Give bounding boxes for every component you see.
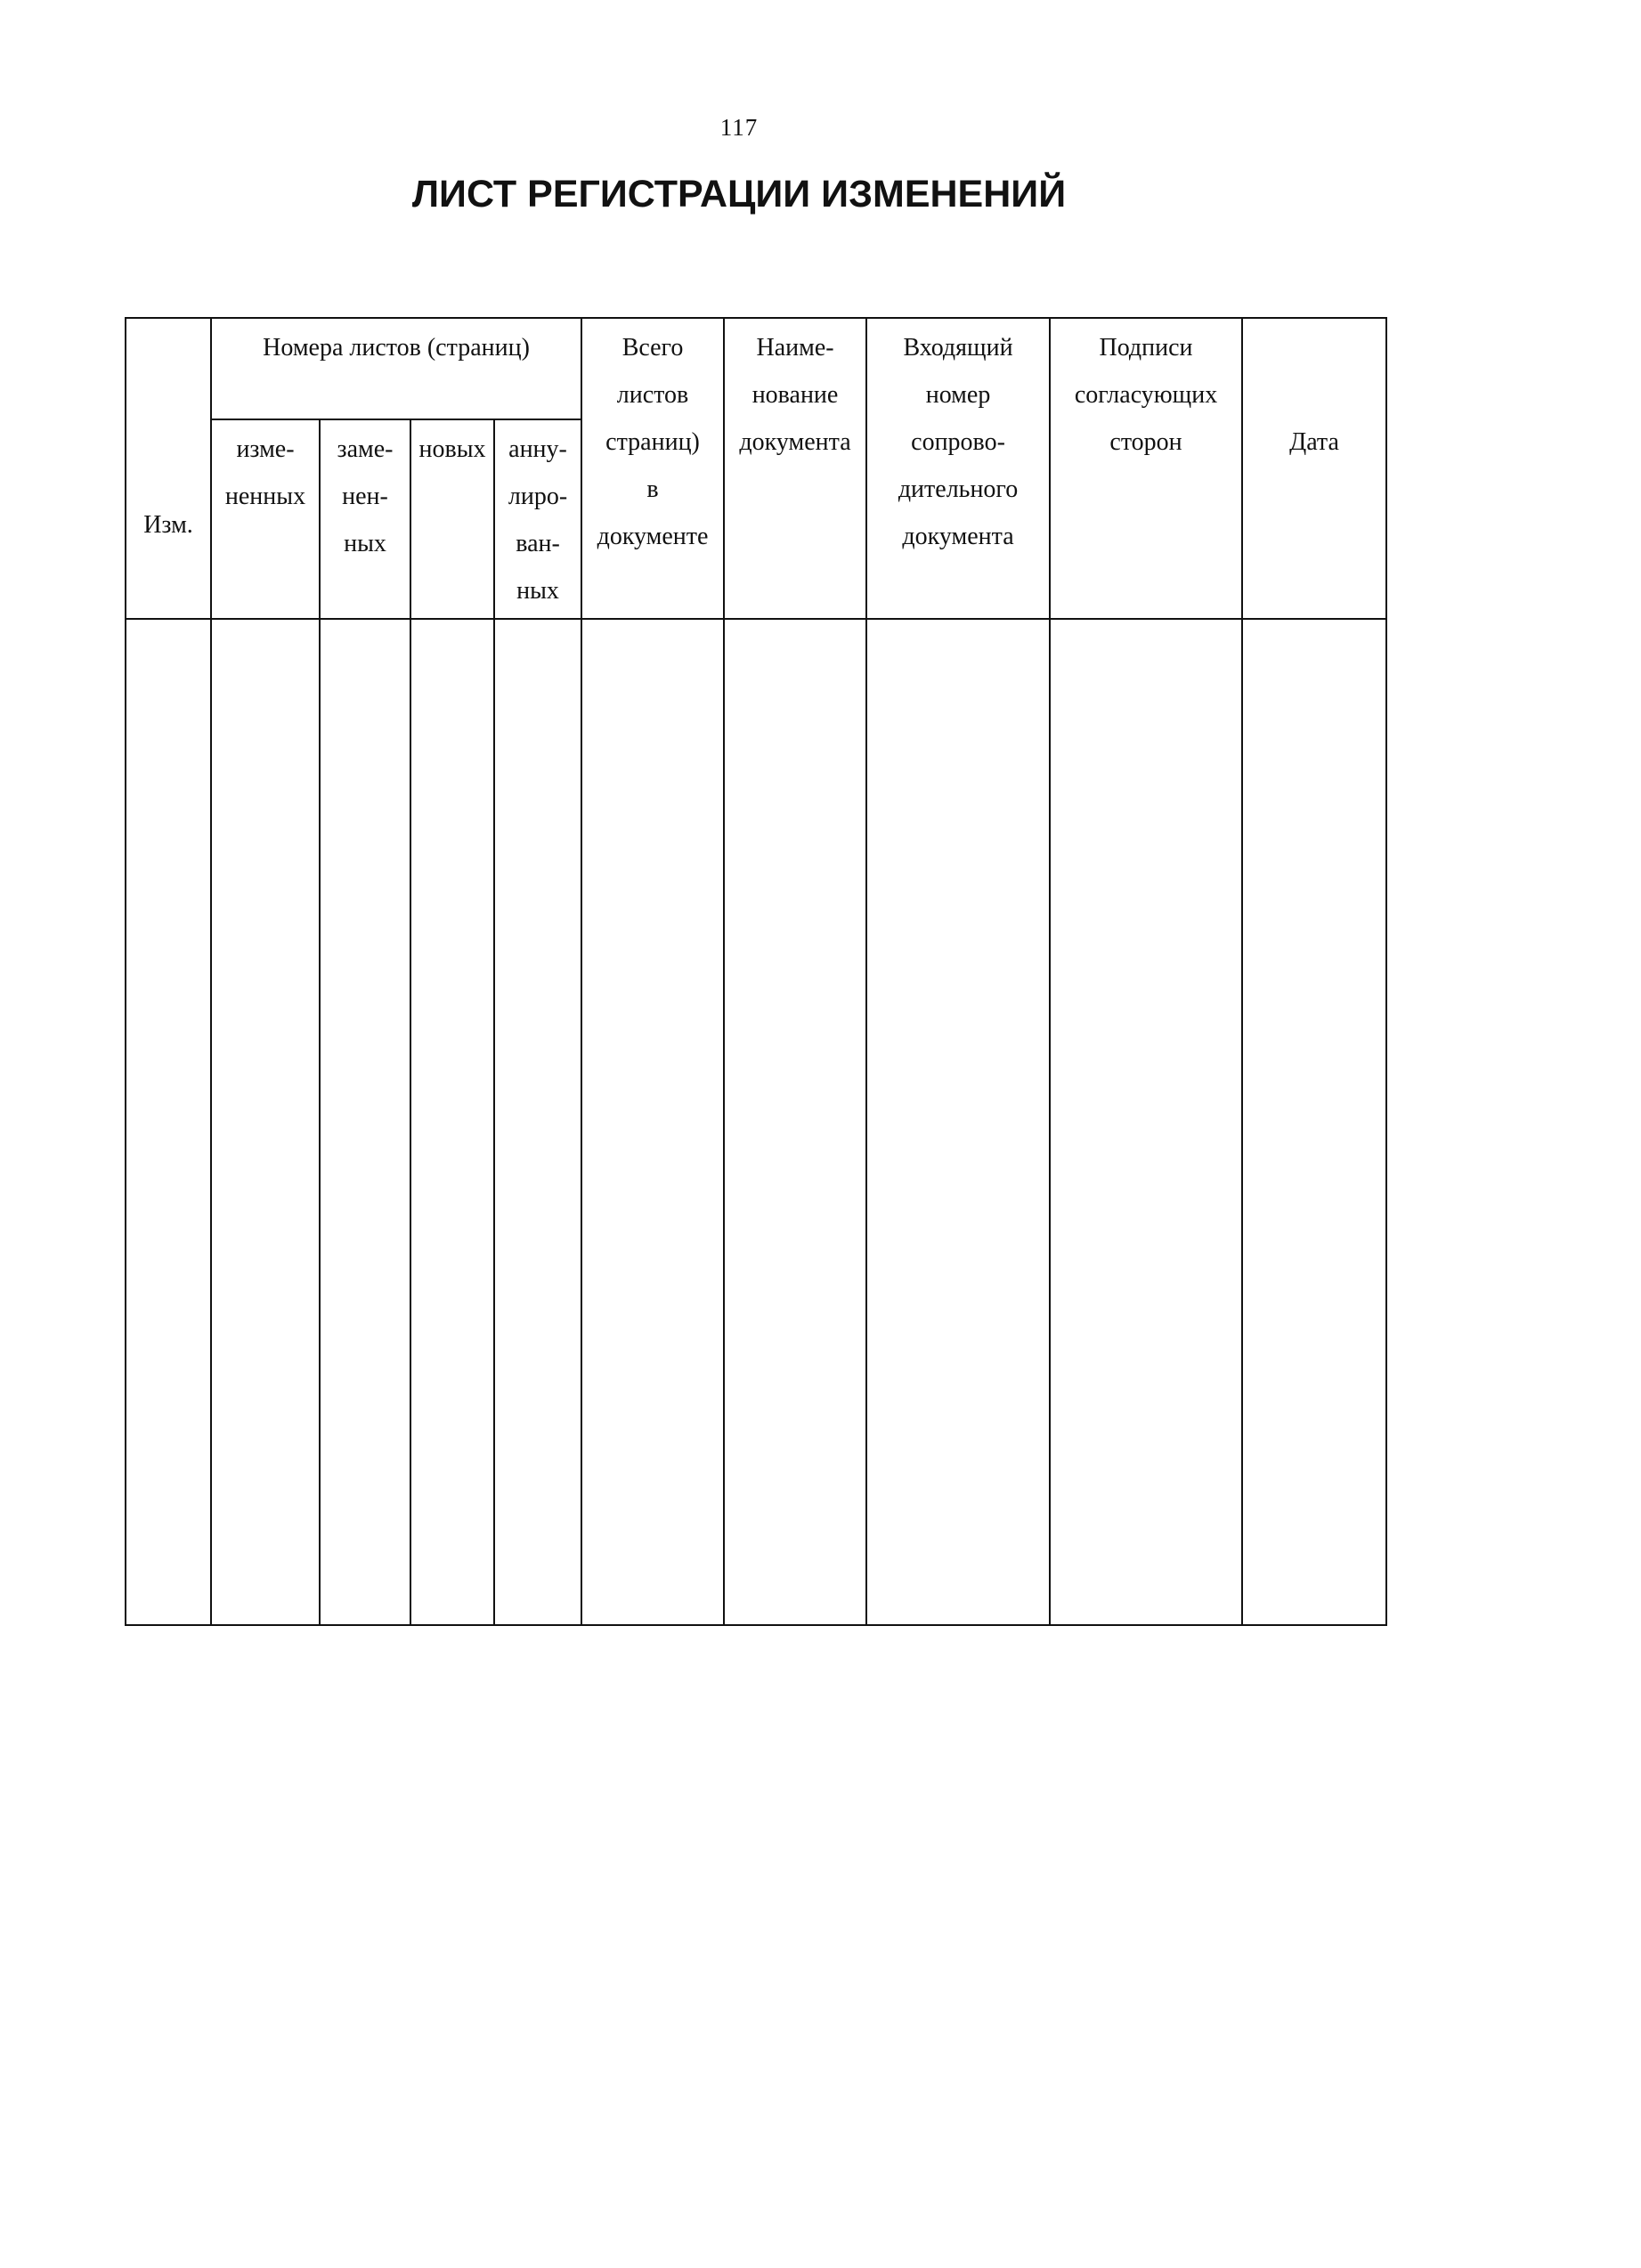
column-header-replaced: заме- нен- ных bbox=[320, 419, 410, 619]
column-header-document-name: Наиме- нование документа bbox=[724, 318, 866, 619]
column-header-signatures: Подписи согласующих сторон bbox=[1050, 318, 1242, 619]
table-cell bbox=[1242, 619, 1386, 1625]
page-number: 117 bbox=[719, 114, 759, 141]
column-header-new: новых bbox=[410, 419, 494, 619]
column-header-sheet-numbers: Номера листов (страниц) bbox=[211, 318, 581, 419]
column-header-date: Дата bbox=[1242, 318, 1386, 619]
page-title: ЛИСТ РЕГИСТРАЦИИ ИЗМЕНЕНИЙ bbox=[411, 173, 1067, 215]
table-cell bbox=[320, 619, 410, 1625]
table-cell bbox=[494, 619, 581, 1625]
table-cell bbox=[866, 619, 1050, 1625]
column-header-annulled: анну- лиро- ван- ных bbox=[494, 419, 581, 619]
table-cell bbox=[211, 619, 320, 1625]
column-header-incoming-number: Входящий номер сопрово- дительного документа bbox=[866, 318, 1050, 619]
column-header-changed: изме- ненных bbox=[211, 419, 320, 619]
table-cell bbox=[1050, 619, 1242, 1625]
table-cell bbox=[126, 619, 211, 1625]
column-header-change: Изм. bbox=[126, 318, 211, 619]
table-cell bbox=[581, 619, 724, 1625]
header-row-top bbox=[126, 318, 1386, 419]
table-cell bbox=[724, 619, 866, 1625]
table-cell bbox=[410, 619, 494, 1625]
change-registration-table bbox=[125, 317, 1387, 1626]
column-header-total-sheets: Всего листов страниц) в документе bbox=[581, 318, 724, 619]
table-row bbox=[126, 619, 1386, 1625]
